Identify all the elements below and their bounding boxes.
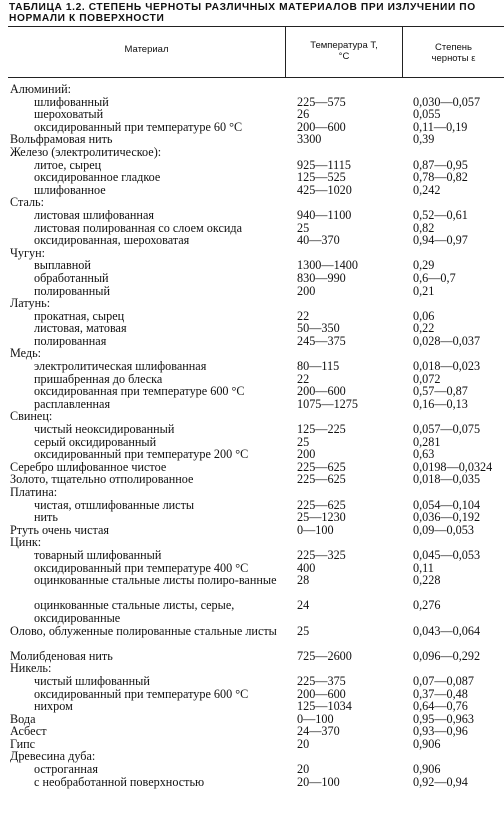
emissivity-cell: 0,57—0,87 bbox=[413, 384, 468, 399]
material-cell: Асбест bbox=[10, 724, 47, 739]
emissivity-cell: 0,06 bbox=[413, 308, 435, 323]
material-cell: товарный шлифованный bbox=[34, 547, 162, 562]
temperature-cell: 1300—1400 bbox=[297, 258, 358, 273]
material-cell: Медь: bbox=[10, 346, 42, 361]
table-row bbox=[0, 146, 504, 159]
table-row bbox=[0, 385, 504, 398]
temperature-cell: 3300 bbox=[297, 132, 322, 147]
material-cell: Цинк: bbox=[10, 535, 42, 550]
temperature-cell: 245—375 bbox=[297, 333, 346, 348]
material-cell: шлифованное bbox=[34, 182, 106, 197]
material-cell: чистый шлифованный bbox=[34, 673, 150, 688]
table-row bbox=[0, 650, 504, 663]
emissivity-cell: 0,94—0,97 bbox=[413, 233, 468, 248]
emissivity-cell: 0,018—0,035 bbox=[413, 472, 481, 487]
temperature-cell: 225—325 bbox=[297, 547, 346, 562]
table-row bbox=[0, 725, 504, 738]
table-row bbox=[0, 234, 504, 247]
material-cell: оксидированный при температуре 60 °С bbox=[34, 119, 243, 134]
temperature-cell: 22 bbox=[297, 308, 310, 323]
table-row bbox=[0, 297, 504, 310]
table-row bbox=[0, 486, 504, 499]
emissivity-cell: 0,096—0,292 bbox=[413, 648, 481, 663]
emissivity-cell: 0,028—0,037 bbox=[413, 333, 481, 348]
material-cell: пришабренная до блеска bbox=[34, 371, 163, 386]
material-cell: оксидированная, шероховатая bbox=[34, 233, 190, 248]
temperature-cell: 50—350 bbox=[297, 321, 340, 336]
material-cell: оксидированный при температуре 200 °С bbox=[34, 447, 249, 462]
table-row bbox=[0, 83, 504, 96]
table-row bbox=[0, 322, 504, 335]
material-cell: Серебро шлифованное чистое bbox=[10, 459, 167, 474]
temperature-cell: 24 bbox=[297, 598, 310, 613]
temperature-cell: 22 bbox=[297, 371, 310, 386]
temperature-cell: 20—100 bbox=[297, 774, 340, 789]
header-temperature-line-1: Температура T, bbox=[310, 40, 378, 51]
temperature-cell: 28 bbox=[297, 573, 310, 588]
material-cell: оцинкованные стальные листы, серые, оксидированные bbox=[34, 598, 235, 625]
material-cell: листовая шлифованная bbox=[34, 207, 154, 222]
material-cell: Вода bbox=[10, 711, 36, 726]
header-temperature bbox=[286, 40, 402, 62]
temperature-cell: 0—100 bbox=[297, 522, 334, 537]
material-cell: Никель: bbox=[10, 661, 52, 676]
material-cell: Олово, облуженные полированные стальные листы bbox=[10, 623, 277, 638]
emissivity-cell: 0,37—0,48 bbox=[413, 686, 468, 701]
emissivity-cell: 0,055 bbox=[413, 107, 441, 122]
material-cell: оксидированное гладкое bbox=[34, 170, 161, 185]
temperature-cell: 225—625 bbox=[297, 497, 346, 512]
material-cell: Ртуть очень чистая bbox=[10, 522, 109, 537]
table-row bbox=[0, 184, 504, 197]
emissivity-cell: 0,82 bbox=[413, 220, 435, 235]
material-cell: прокатная, сырец bbox=[34, 308, 125, 323]
temperature-cell: 225—575 bbox=[297, 94, 346, 109]
material-cell: листовая полированная со слоем оксида bbox=[34, 220, 242, 235]
temperature-cell: 125—225 bbox=[297, 422, 346, 437]
temperature-cell: 200—600 bbox=[297, 686, 346, 701]
table-title bbox=[9, 2, 499, 24]
table-row bbox=[0, 171, 504, 184]
emissivity-cell: 0,09—0,053 bbox=[413, 522, 474, 537]
table-row bbox=[0, 524, 504, 537]
material-cell: Золото, тщательно отполированное bbox=[10, 472, 194, 487]
header-material: Материал bbox=[124, 44, 169, 55]
emissivity-cell: 0,52—0,61 bbox=[413, 207, 468, 222]
table-row bbox=[0, 599, 504, 624]
material-cell: Алюминий: bbox=[10, 82, 72, 96]
temperature-cell: 200 bbox=[297, 447, 316, 462]
emissivity-cell: 0,276 bbox=[413, 598, 441, 613]
material-cell: шлифованный bbox=[34, 94, 109, 109]
material-cell: оксидированная при температуре 600 °С bbox=[34, 384, 245, 399]
material-cell: полированный bbox=[34, 283, 111, 298]
material-cell: литое, сырец bbox=[34, 157, 102, 172]
temperature-cell: 200—600 bbox=[297, 384, 346, 399]
emissivity-cell: 0,64—0,76 bbox=[413, 699, 468, 714]
temperature-cell: 25 bbox=[297, 434, 310, 449]
emissivity-cell: 0,21 bbox=[413, 283, 435, 298]
material-cell: Латунь: bbox=[10, 296, 51, 311]
material-cell: оцинкованные стальные листы полиро-ванные bbox=[34, 573, 277, 588]
material-cell: чистая, отшлифованные листы bbox=[34, 497, 195, 512]
material-cell: Сталь: bbox=[10, 195, 44, 210]
table-row bbox=[0, 209, 504, 222]
emissivity-cell: 0,030—0,057 bbox=[413, 94, 481, 109]
emissivity-cell: 0,057—0,075 bbox=[413, 422, 481, 437]
temperature-cell: 25 bbox=[297, 220, 310, 235]
emissivity-cell: 0,045—0,053 bbox=[413, 547, 481, 562]
material-cell: электролитическая шлифованная bbox=[34, 359, 207, 374]
material-cell: листовая, матовая bbox=[34, 321, 127, 336]
temperature-cell: 125—525 bbox=[297, 170, 346, 185]
material-cell: Платина: bbox=[10, 485, 58, 499]
temperature-cell: 25—1230 bbox=[297, 510, 346, 525]
temperature-cell: 125—1034 bbox=[297, 699, 352, 714]
table-row bbox=[0, 108, 504, 121]
emissivity-cell: 0,78—0,82 bbox=[413, 170, 468, 185]
emissivity-cell: 0,043—0,064 bbox=[413, 623, 481, 638]
emissivity-cell: 0,11—0,19 bbox=[413, 119, 468, 134]
temperature-cell: 425—1020 bbox=[297, 182, 352, 197]
emissivity-cell: 0,036—0,192 bbox=[413, 510, 481, 525]
emissivity-cell: 0,906 bbox=[413, 762, 441, 777]
material-cell: оксидированный при температуре 600 °С bbox=[34, 686, 249, 701]
header-bottom-rule bbox=[8, 77, 504, 78]
header-emissivity-line-2: черноты ε bbox=[431, 53, 476, 64]
material-cell: выплавной bbox=[34, 258, 91, 273]
material-cell: чистый неоксидированный bbox=[34, 422, 175, 437]
temperature-cell: 225—625 bbox=[297, 459, 346, 474]
header-top-rule bbox=[8, 26, 504, 27]
emissivity-cell: 0,242 bbox=[413, 182, 441, 197]
temperature-cell: 830—990 bbox=[297, 270, 346, 285]
emissivity-cell: 0,87—0,95 bbox=[413, 157, 468, 172]
temperature-cell: 940—1100 bbox=[297, 207, 352, 222]
emissivity-cell: 0,22 bbox=[413, 321, 435, 336]
material-cell: остроганная bbox=[34, 762, 98, 777]
emissivity-cell: 0,228 bbox=[413, 573, 441, 588]
emissivity-cell: 0,95—0,963 bbox=[413, 711, 474, 726]
emissivity-cell: 0,6—0,7 bbox=[413, 270, 456, 285]
temperature-cell: 225—375 bbox=[297, 673, 346, 688]
material-cell: с необработанной поверхностью bbox=[34, 774, 205, 789]
temperature-cell: 200 bbox=[297, 283, 316, 298]
emissivity-cell: 0,054—0,104 bbox=[413, 497, 481, 512]
temperature-cell: 26 bbox=[297, 107, 310, 122]
emissivity-cell: 0,39 bbox=[413, 132, 435, 147]
emissivity-cell: 0,11 bbox=[413, 560, 434, 575]
emissivity-cell: 0,072 bbox=[413, 371, 441, 386]
temperature-cell: 25 bbox=[297, 623, 310, 638]
table-row bbox=[0, 625, 504, 650]
header-emissivity-line-1: Степень bbox=[434, 42, 472, 53]
emissivity-cell: 0,07—0,087 bbox=[413, 673, 474, 688]
table-row bbox=[0, 398, 504, 411]
table-row bbox=[0, 776, 504, 789]
material-cell: расплавленная bbox=[34, 396, 111, 411]
table-row bbox=[0, 335, 504, 348]
table-body bbox=[0, 83, 504, 788]
material-cell: шероховатый bbox=[34, 107, 104, 122]
header-emissivity bbox=[403, 42, 504, 64]
material-cell: Вольфрамовая нить bbox=[10, 132, 113, 147]
emissivity-cell: 0,92—0,94 bbox=[413, 774, 468, 789]
material-cell: Гипс bbox=[10, 736, 36, 751]
table-row bbox=[0, 700, 504, 713]
table-row bbox=[0, 511, 504, 524]
table-row bbox=[0, 473, 504, 486]
material-cell: Чугун: bbox=[10, 245, 46, 260]
emissivity-cell: 0,906 bbox=[413, 736, 441, 751]
temperature-cell: 24—370 bbox=[297, 724, 340, 739]
emissivity-cell: 0,16—0,13 bbox=[413, 396, 468, 411]
material-cell: Древесина дуба: bbox=[10, 749, 96, 764]
material-cell: Свинец: bbox=[10, 409, 53, 424]
temperature-cell: 1075—1275 bbox=[297, 396, 358, 411]
temperature-cell: 925—1115 bbox=[297, 157, 351, 172]
material-cell: оксидированный при температуре 400 °С bbox=[34, 560, 249, 575]
emissivity-cell: 0,281 bbox=[413, 434, 441, 449]
emissivity-cell: 0,018—0,023 bbox=[413, 359, 481, 374]
emissivity-cell: 0,29 bbox=[413, 258, 435, 273]
temperature-cell: 40—370 bbox=[297, 233, 340, 248]
temperature-cell: 80—115 bbox=[297, 359, 340, 374]
table-row bbox=[0, 360, 504, 373]
material-cell: обработанный bbox=[34, 270, 109, 285]
emissivity-cell: 0,0198—0,0324 bbox=[413, 459, 493, 474]
emissivity-cell: 0,93—0,96 bbox=[413, 724, 468, 739]
table-row bbox=[0, 574, 504, 599]
table-row bbox=[0, 549, 504, 562]
table-title-line-1: ТАБЛИЦА 1.2. СТЕПЕНЬ ЧЕРНОТЫ РАЗЛИЧНЫХ МАТЕРИАЛОВ ПРИ ИЗЛУЧЕНИИ ПО bbox=[9, 2, 476, 13]
table-row bbox=[0, 675, 504, 688]
table-row bbox=[0, 272, 504, 285]
table-row bbox=[0, 423, 504, 436]
emissivity-cell: 0,63 bbox=[413, 447, 435, 462]
temperature-cell: 200—600 bbox=[297, 119, 346, 134]
material-cell: серый оксидированный bbox=[34, 434, 157, 449]
material-cell: Железо (электролитическое): bbox=[10, 144, 162, 159]
material-cell: нихром bbox=[34, 699, 73, 714]
material-cell: нить bbox=[34, 510, 58, 525]
table-row bbox=[0, 285, 504, 298]
table-row bbox=[0, 448, 504, 461]
temperature-cell: 20 bbox=[297, 736, 310, 751]
temperature-cell: 725—2600 bbox=[297, 648, 352, 663]
material-cell: полированная bbox=[34, 333, 107, 348]
header-temperature-line-2: °C bbox=[338, 51, 350, 62]
table-row bbox=[0, 763, 504, 776]
material-cell: Молибденовая нить bbox=[10, 648, 113, 663]
temperature-cell: 0—100 bbox=[297, 711, 334, 726]
temperature-cell: 20 bbox=[297, 762, 310, 777]
table-title-line-2: НОРМАЛИ К ПОВЕРХНОСТИ bbox=[9, 13, 165, 24]
temperature-cell: 225—625 bbox=[297, 472, 346, 487]
temperature-cell: 400 bbox=[297, 560, 316, 575]
